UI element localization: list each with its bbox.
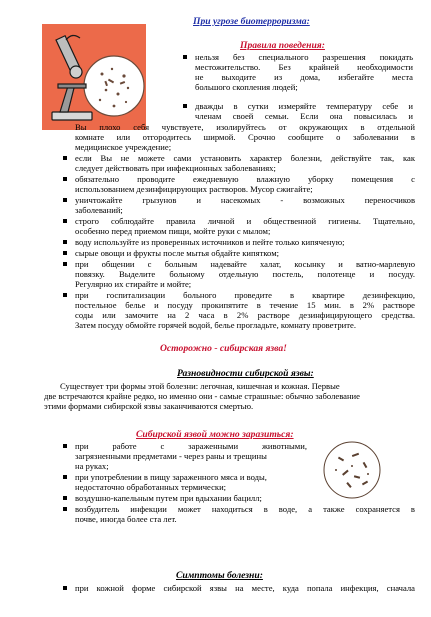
rule-1-line-1: нельзя без специального разрешения покидать xyxy=(195,52,413,62)
rule-6-line-2: особенно перед приемом пищи, мойте руки с мылом; xyxy=(75,226,271,236)
rule-2-line-2: членам своей семьи. Если она повысилась и xyxy=(195,111,413,121)
bullet xyxy=(63,219,67,223)
forms-text-line-3: этими формами сибирской язвы заканчиваются смертью. xyxy=(44,401,254,411)
rule-3-line-1: если Вы не можете сами установить характер болезни, действуйте так, как xyxy=(75,153,415,163)
bullet xyxy=(63,198,67,202)
rule-7-line-1: воду используйте из проверенных источников и пейте только кипяченую; xyxy=(75,237,345,247)
rule-1-line-2: местожительство. Без крайней необходимости xyxy=(195,62,413,72)
bullet xyxy=(63,496,67,500)
symptom-1-line-1: при кожной форме сибирской язвы на месте, куда попала инфекция, сначала xyxy=(75,583,415,593)
rule-5-line-1: уничтожайте грызунов и насекомых - возможных переносчиков xyxy=(75,195,415,205)
forms-heading: Разновидности сибирской язвы: xyxy=(177,368,314,379)
bullet xyxy=(63,251,67,255)
rule-1-line-4: большого скопления людей; xyxy=(195,82,298,92)
rule-2-line-1: дважды в сутки измеряйте температуру себе и xyxy=(195,101,413,111)
bullet xyxy=(63,475,67,479)
bullet xyxy=(63,177,67,181)
rules-heading: Правила поведения: xyxy=(240,40,325,51)
rule-10-line-2: постельное белье и посуду прокипятите в течение 15 мин. в 2% растворе xyxy=(75,300,415,310)
infection-1-line-3: на руках; xyxy=(75,461,109,471)
rule-9-line-1: при общении с больным надевайте халат, косынку и ватно-марлевую xyxy=(75,259,415,269)
rule-6-line-1: строго соблюдайте правила личной и общественной гигиены. Тщательно, xyxy=(75,216,415,226)
rule-2-cont-line-1: Вы плохо себя чувствуете, изолируйтесь от окружающих в отдельной xyxy=(75,122,415,132)
rule-9-line-3: Регулярно их стирайте и мойте; xyxy=(75,279,192,289)
infection-1-line-2: загрязненными предметами - через раны и трещины xyxy=(75,451,267,461)
rule-10-line-3: соды или замочите на 2 часа в 2% растворе дезинфицирующего средства. xyxy=(75,310,415,320)
rule-9-line-2: повязку. Выделите больному отдельную постель, полотенце и посуду. xyxy=(75,269,415,279)
rule-3-line-2: следует действовать при инфекционных заболеваниях; xyxy=(75,163,276,173)
bullet xyxy=(63,507,67,511)
bullet xyxy=(183,55,187,59)
bullet xyxy=(63,156,67,160)
bullet xyxy=(63,293,67,297)
infection-4-line-1: возбудитель инфекции может находиться в воде, а также сохраняется в xyxy=(75,504,415,514)
bullet xyxy=(63,586,67,590)
infection-1-line-1: при работе с зараженными животными, xyxy=(75,441,307,451)
rule-4-line-1: обязательно проводите ежедневную влажную уборку помещения с xyxy=(75,174,415,184)
rule-4-line-2: использованием дезинфицирующих растворов. Мусор сжигайте; xyxy=(75,184,313,194)
symptoms-heading: Симптомы болезни: xyxy=(176,570,263,581)
rule-8-line-1: сырые овощи и фрукты после мытья обдайте кипятком; xyxy=(75,248,280,258)
microscope-icon xyxy=(42,24,146,130)
bullet xyxy=(63,240,67,244)
bullet xyxy=(63,444,67,448)
rule-5-line-2: заболеваний; xyxy=(75,205,123,215)
bacilli-icon xyxy=(322,440,382,500)
infection-3-line-1: воздушно-капельным путем при вдыхании бацилл; xyxy=(75,493,262,503)
infection-4-line-2: почве, иногда более ста лет. xyxy=(75,514,177,524)
doc-title: При угрозе биотерроризма: xyxy=(193,16,310,27)
bacilli-illustration xyxy=(322,440,382,500)
infection-heading: Сибирской язвой можно заразиться: xyxy=(136,429,294,440)
microscope-illustration xyxy=(42,24,146,130)
rule-10-line-4: Затем посуду обмойте горячей водой, белье прогладьте, комнату проветрите. xyxy=(75,320,356,330)
forms-text-line-1: Существует три формы этой болезни: легочная, кишечная и кожная. Первые xyxy=(60,381,340,391)
rule-2-cont-line-3: медицинское учреждение; xyxy=(75,142,172,152)
rule-1-line-3: не выходите из дома, избегайте места xyxy=(195,72,413,82)
bullet xyxy=(183,104,187,108)
bullet xyxy=(63,262,67,266)
infection-2-line-1: при употреблении в пищу зараженного мяса и воды, xyxy=(75,472,267,482)
infection-2-line-2: недостаточно обработанных термически; xyxy=(75,482,227,492)
forms-text-line-2: две встречаются крайне редко, но именно они - самые страшные: обычно заболевание xyxy=(44,391,360,401)
anthrax-title: Осторожно - сибирская язва! xyxy=(160,343,287,354)
rule-10-line-1: при госпитализации больного проведите в квартире дезинфекцию, xyxy=(75,290,415,300)
rule-2-cont-line-2: комнате или отгородитесь ширмой. Срочно сообщите о заболевании в xyxy=(75,132,415,142)
